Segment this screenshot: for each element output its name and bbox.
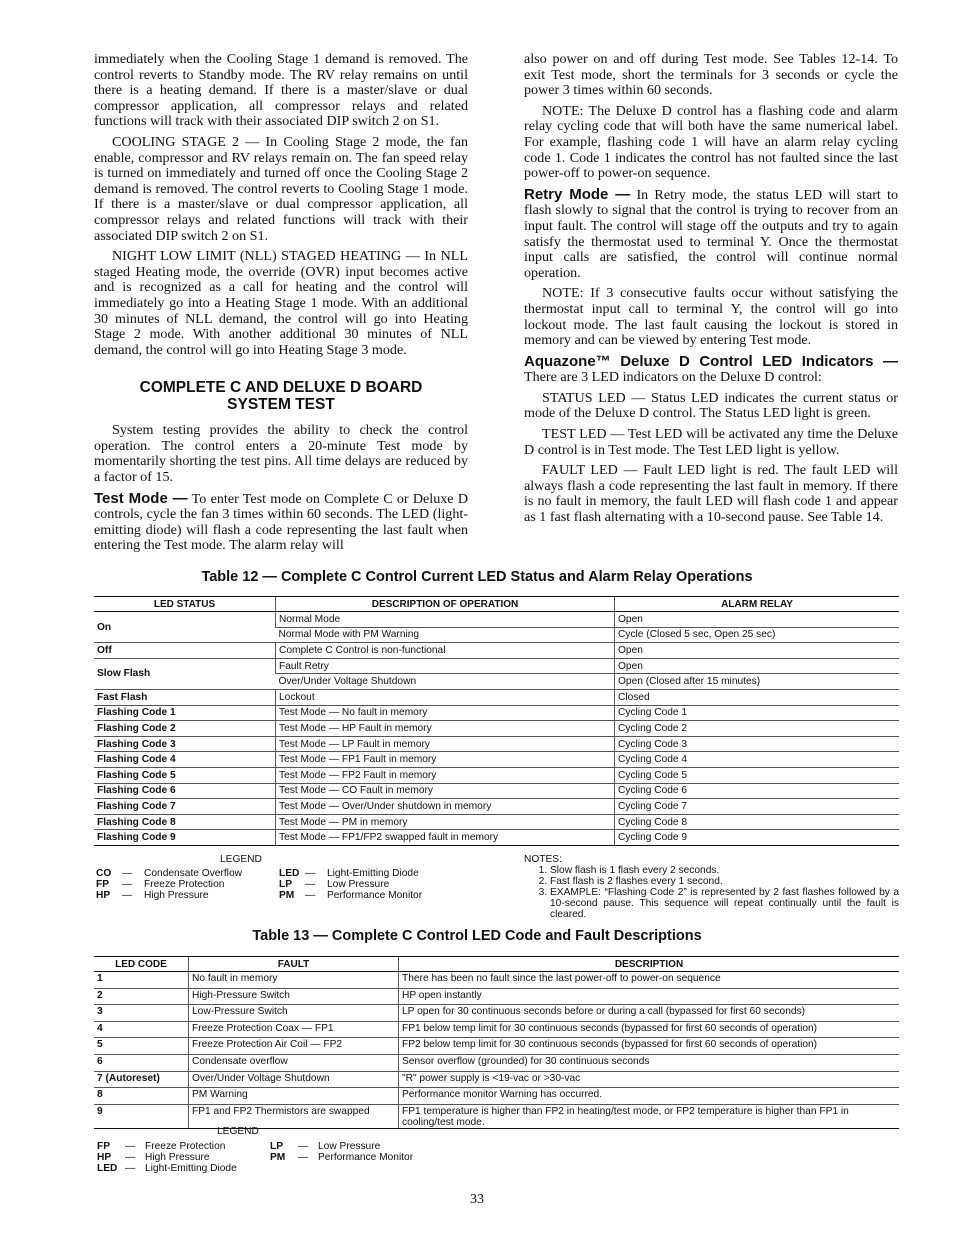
description-cell: Test Mode — CO Fault in memory bbox=[276, 783, 615, 799]
legend-text: Low Pressure bbox=[327, 879, 390, 890]
paragraph: immediately when the Cooling Stage 1 demand is removed. The control reverts to Standby mode. The RV relay remains on until there is a heating demand. If there is a master/slave or dual compressor application, all compressor relays and related functions will track with their associated DIP switch 2 on S1. bbox=[94, 51, 468, 130]
alarm-relay-cell: Closed bbox=[615, 689, 900, 705]
table-row bbox=[94, 988, 899, 1005]
legend-dash: — bbox=[305, 890, 316, 901]
paragraph bbox=[524, 187, 898, 282]
note-item: 1. Slow flash is 1 flash every 2 seconds. bbox=[550, 866, 899, 877]
led-status-cell: Flashing Code 5 bbox=[94, 767, 276, 783]
legend-entry bbox=[279, 879, 389, 890]
paragraph: NIGHT LOW LIMIT (NLL) STAGED HEATING — In NLL staged Heating mode, the override (OVR) input becomes active and is recognized as a call for heating and the control will immediately go into a Heating Stage 1 mode. With an additional 30 minutes of NLL demand, the control will go into Heating Stage 2 mode. With another additional 30 minutes of NLL demand, the control will go into Heating Stage 3 mode. bbox=[94, 248, 468, 358]
legend-abbr: FP bbox=[96, 879, 110, 890]
legend-abbr: HP bbox=[97, 1152, 112, 1163]
fault-cell: PM Warning bbox=[189, 1088, 399, 1105]
legend-dash: — bbox=[298, 1141, 309, 1152]
fault-cell: No fault in memory bbox=[189, 972, 399, 989]
column-header: ALARM RELAY bbox=[615, 597, 900, 612]
column-header: FAULT bbox=[189, 957, 399, 972]
legend-abbr: PM bbox=[279, 890, 295, 901]
led-code-cell: 4 bbox=[94, 1021, 189, 1038]
table-row bbox=[94, 1038, 899, 1055]
fault-cell: Freeze Protection Coax — FP1 bbox=[189, 1021, 399, 1038]
table-row bbox=[94, 972, 899, 989]
legend-text: Light-Emitting Diode bbox=[145, 1163, 237, 1174]
legend-dash: — bbox=[305, 868, 316, 879]
led-status-cell: Flashing Code 8 bbox=[94, 814, 276, 830]
fault-cell: FP1 and FP2 Thermistors are swapped bbox=[189, 1104, 399, 1128]
description-cell: Fault Retry bbox=[276, 658, 615, 674]
right-text-column bbox=[524, 52, 898, 531]
column-header: LED CODE bbox=[94, 957, 189, 972]
legend-text: Condensate Overflow bbox=[144, 868, 242, 879]
legend-abbr: LED bbox=[279, 868, 300, 879]
section-heading-line: COMPLETE C AND DELUXE D BOARD bbox=[139, 379, 423, 397]
table-row bbox=[94, 1005, 899, 1022]
fault-cell: High-Pressure Switch bbox=[189, 988, 399, 1005]
legend-entry bbox=[279, 868, 419, 879]
description-cell: FP1 below temp limit for 30 continuous seconds (bypassed for first 60 seconds of operation) bbox=[399, 1021, 900, 1038]
table-12-caption: Table 12 — Complete C Control Current LED Status and Alarm Relay Operations bbox=[201, 569, 753, 585]
alarm-relay-cell: Cycling Code 3 bbox=[615, 736, 900, 752]
description-cell: Normal Mode with PM Warning bbox=[276, 627, 615, 643]
paragraph-text: In Retry mode, the status LED will start to flash slowly to signal that the control is trying to recover from an input fault. The control will stage off the outputs and try to again satisfy the thermostat used to terminal Y. Once the thermostat input calls are satisfied, the control will continue normal operation. bbox=[524, 186, 898, 281]
description-cell: "R" power supply is <19-vac or >30-vac bbox=[399, 1071, 900, 1088]
legend-entry bbox=[270, 1152, 413, 1163]
led-code-cell: 8 bbox=[94, 1088, 189, 1105]
table-row bbox=[94, 705, 899, 721]
legend-abbr: LP bbox=[279, 879, 293, 890]
table-13 bbox=[94, 956, 899, 1129]
description-cell: Test Mode — FP1/FP2 swapped fault in memory bbox=[276, 830, 615, 846]
table-row bbox=[94, 658, 899, 674]
legend-abbr: PM bbox=[270, 1152, 286, 1163]
alarm-relay-cell: Cycling Code 7 bbox=[615, 799, 900, 815]
table-row bbox=[94, 736, 899, 752]
legend-dash: — bbox=[125, 1141, 136, 1152]
table-row bbox=[94, 814, 899, 830]
run-in-heading: Aquazone™ Deluxe D Control LED Indicators — bbox=[524, 352, 898, 370]
legend-dash: — bbox=[125, 1152, 136, 1163]
paragraph-text: There are 3 LED indicators on the Deluxe D control: bbox=[524, 369, 822, 386]
legend-text: Freeze Protection bbox=[145, 1141, 226, 1152]
description-cell: Test Mode — PM in memory bbox=[276, 814, 615, 830]
alarm-relay-cell: Cycling Code 2 bbox=[615, 721, 900, 737]
description-cell: Test Mode — No fault in memory bbox=[276, 705, 615, 721]
alarm-relay-cell: Cycling Code 1 bbox=[615, 705, 900, 721]
led-status-cell: Flashing Code 2 bbox=[94, 721, 276, 737]
alarm-relay-cell: Open (Closed after 15 minutes) bbox=[615, 674, 900, 690]
paragraph: System testing provides the ability to check the control operation. The control enters a 20-minute Test mode by momentarily shorting the test pins. All time delays are reduced by a factor of 15. bbox=[94, 422, 468, 486]
legend-abbr: LP bbox=[270, 1141, 284, 1152]
table-row bbox=[94, 799, 899, 815]
table-row bbox=[94, 1054, 899, 1071]
note-item: 3. EXAMPLE: “Flashing Code 2” is represented by 2 fast flashes followed by a 10-second pause. This sequence will repeat continually until the fault is cleared. bbox=[550, 888, 899, 921]
led-code-cell: 7 (Autoreset) bbox=[94, 1071, 189, 1088]
legend-text: Low Pressure bbox=[318, 1141, 381, 1152]
legend-text: High Pressure bbox=[144, 890, 209, 901]
table-row bbox=[94, 830, 899, 846]
alarm-relay-cell: Open bbox=[615, 612, 900, 628]
table-row bbox=[94, 643, 899, 659]
legend-dash: — bbox=[298, 1152, 309, 1163]
led-status-cell: Flashing Code 3 bbox=[94, 736, 276, 752]
legend-abbr: CO bbox=[96, 868, 112, 879]
led-status-cell: Flashing Code 9 bbox=[94, 830, 276, 846]
page-number: 33 bbox=[470, 1192, 484, 1207]
column-header: DESCRIPTION bbox=[399, 957, 900, 972]
legend-title: LEGEND bbox=[217, 1126, 259, 1137]
legend-title: LEGEND bbox=[220, 854, 262, 865]
paragraph-text: To enter Test mode on Complete C or Deluxe D controls, cycle the fan 3 times within 60 seconds. The LED (light-emitting diode) will flash a code representing the last fault when entering the Test mode. The alarm relay will bbox=[94, 490, 468, 554]
fault-cell: Freeze Protection Air Coil — FP2 bbox=[189, 1038, 399, 1055]
description-cell: HP open instantly bbox=[399, 988, 900, 1005]
legend-text: Freeze Protection bbox=[144, 879, 225, 890]
legend-entry bbox=[279, 890, 422, 901]
alarm-relay-cell: Open bbox=[615, 643, 900, 659]
legend-dash: — bbox=[122, 890, 133, 901]
legend-text: Light-Emitting Diode bbox=[327, 868, 419, 879]
table-row bbox=[94, 1071, 899, 1088]
paragraph: FAULT LED — Fault LED light is red. The fault LED will always flash a code representing the last fault in memory. If there is no fault in memory, the fault LED will flash code 1 and appear as 1 fast flash alternating with a 10-second pause. See Table 14. bbox=[524, 462, 898, 526]
led-status-cell: Flashing Code 6 bbox=[94, 783, 276, 799]
description-cell: FP1 temperature is higher than FP2 in heating/test mode, or FP2 temperature is higher than FP1 in cooling/test mode. bbox=[399, 1104, 900, 1128]
description-cell: Test Mode — HP Fault in memory bbox=[276, 721, 615, 737]
led-status-cell: Slow Flash bbox=[94, 658, 276, 689]
description-cell: Normal Mode bbox=[276, 612, 615, 628]
led-status-cell: Flashing Code 1 bbox=[94, 705, 276, 721]
table-12-notes bbox=[524, 855, 899, 920]
table-13-caption: Table 13 — Complete C Control LED Code and Fault Descriptions bbox=[252, 928, 702, 944]
paragraph: NOTE: The Deluxe D control has a flashing code and alarm relay cycling code that will both have the same numerical label. For example, flashing code 1 will have an alarm relay cycling code 1. Code 1 indicates the control has not faulted since the last power-off to power-on sequence. bbox=[524, 102, 898, 182]
section-heading-line: SYSTEM TEST bbox=[227, 396, 335, 414]
table-row bbox=[94, 767, 899, 783]
paragraph: STATUS LED — Status LED indicates the current status or mode of the Deluxe D control. The Status LED light is green. bbox=[524, 389, 898, 422]
note-item: 2. Fast flash is 2 flashes every 1 second. bbox=[550, 877, 899, 888]
paragraph: also power on and off during Test mode. See Tables 12-14. To exit Test mode, short the terminals for 3 seconds or cycle the power 3 times within 60 seconds. bbox=[524, 51, 898, 99]
legend-text: High Pressure bbox=[145, 1152, 210, 1163]
description-cell: Sensor overflow (grounded) for 30 continuous seconds bbox=[399, 1054, 900, 1071]
description-cell: Test Mode — FP2 Fault in memory bbox=[276, 767, 615, 783]
description-cell: Test Mode — FP1 Fault in memory bbox=[276, 752, 615, 768]
led-status-cell: On bbox=[94, 612, 276, 643]
description-cell: Complete C Control is non-functional bbox=[276, 643, 615, 659]
led-status-cell: Fast Flash bbox=[94, 689, 276, 705]
legend-text: Performance Monitor bbox=[318, 1152, 414, 1163]
description-cell: Over/Under Voltage Shutdown bbox=[276, 674, 615, 690]
legend-entry bbox=[96, 879, 224, 890]
fault-cell: Low-Pressure Switch bbox=[189, 1005, 399, 1022]
legend-entry bbox=[270, 1141, 380, 1152]
description-cell: FP2 below temp limit for 30 continuous seconds (bypassed for first 60 seconds of operation) bbox=[399, 1038, 900, 1055]
alarm-relay-cell: Cycling Code 9 bbox=[615, 830, 900, 846]
table-row bbox=[94, 612, 899, 628]
run-in-heading: Test Mode — bbox=[94, 489, 188, 507]
description-cell: Test Mode — LP Fault in memory bbox=[276, 736, 615, 752]
table-12 bbox=[94, 596, 899, 846]
led-code-cell: 1 bbox=[94, 972, 189, 989]
led-status-cell: Flashing Code 4 bbox=[94, 752, 276, 768]
fault-cell: Over/Under Voltage Shutdown bbox=[189, 1071, 399, 1088]
description-cell: Test Mode — Over/Under shutdown in memory bbox=[276, 799, 615, 815]
alarm-relay-cell: Cycling Code 6 bbox=[615, 783, 900, 799]
left-text-column bbox=[94, 52, 468, 559]
legend-dash: — bbox=[122, 879, 133, 890]
alarm-relay-cell: Open bbox=[615, 658, 900, 674]
legend-entry bbox=[96, 890, 209, 901]
table-row bbox=[94, 752, 899, 768]
table-row bbox=[94, 689, 899, 705]
description-cell: There has been no fault since the last power-off to power-on sequence bbox=[399, 972, 900, 989]
section-heading bbox=[94, 379, 468, 413]
led-code-cell: 9 bbox=[94, 1104, 189, 1128]
legend-abbr: FP bbox=[97, 1141, 111, 1152]
legend-text: Performance Monitor bbox=[327, 890, 423, 901]
description-cell: Lockout bbox=[276, 689, 615, 705]
table-row bbox=[94, 783, 899, 799]
alarm-relay-cell: Cycle (Closed 5 sec, Open 25 sec) bbox=[615, 627, 900, 643]
description-cell: Performance monitor Warning has occurred. bbox=[399, 1088, 900, 1105]
table-row bbox=[94, 721, 899, 737]
legend-entry bbox=[97, 1152, 210, 1163]
led-status-cell: Flashing Code 7 bbox=[94, 799, 276, 815]
led-status-cell: Off bbox=[94, 643, 276, 659]
column-header: LED STATUS bbox=[94, 597, 276, 612]
column-header: DESCRIPTION OF OPERATION bbox=[276, 597, 615, 612]
legend-abbr: LED bbox=[97, 1163, 118, 1174]
alarm-relay-cell: Cycling Code 8 bbox=[615, 814, 900, 830]
led-code-cell: 5 bbox=[94, 1038, 189, 1055]
alarm-relay-cell: Cycling Code 4 bbox=[615, 752, 900, 768]
led-code-cell: 3 bbox=[94, 1005, 189, 1022]
paragraph: TEST LED — Test LED will be activated any time the Deluxe D control is in Test mode. The Test LED light is yellow. bbox=[524, 426, 898, 458]
paragraph: NOTE: If 3 consecutive faults occur without satisfying the thermostat input call to terminal Y, the control will go into lockout mode. The last fault causing the lockout is stored in memory and can be viewed by entering Test mode. bbox=[524, 285, 898, 349]
legend-abbr: HP bbox=[96, 890, 111, 901]
legend-entry bbox=[96, 868, 242, 879]
table-row bbox=[94, 1088, 899, 1105]
led-code-cell: 2 bbox=[94, 988, 189, 1005]
legend-entry bbox=[97, 1163, 237, 1174]
alarm-relay-cell: Cycling Code 5 bbox=[615, 767, 900, 783]
legend-dash: — bbox=[305, 879, 316, 890]
legend-dash: — bbox=[125, 1163, 136, 1174]
legend-entry bbox=[97, 1141, 225, 1152]
paragraph bbox=[524, 354, 898, 386]
description-cell: LP open for 30 continuous seconds before or during a call (bypassed for first 60 seconds) bbox=[399, 1005, 900, 1022]
fault-cell: Condensate overflow bbox=[189, 1054, 399, 1071]
table-row bbox=[94, 1021, 899, 1038]
paragraph bbox=[94, 491, 468, 554]
legend-dash: — bbox=[122, 868, 133, 879]
led-code-cell: 6 bbox=[94, 1054, 189, 1071]
paragraph: COOLING STAGE 2 — In Cooling Stage 2 mode, the fan enable, compressor and RV relays remain on. The fan speed relay is turned on immediately and turned off once the Cooling Stage 2 demand is removed. The control reverts to Cooling Stage 1 mode. If there is a master/slave or dual compressor application, all compressor relays and related functions will track with their associated DIP switch 2 on S1. bbox=[94, 133, 468, 244]
run-in-heading: Retry Mode — bbox=[524, 185, 631, 203]
notes-title: NOTES: bbox=[524, 854, 562, 865]
table-row bbox=[94, 1104, 899, 1128]
